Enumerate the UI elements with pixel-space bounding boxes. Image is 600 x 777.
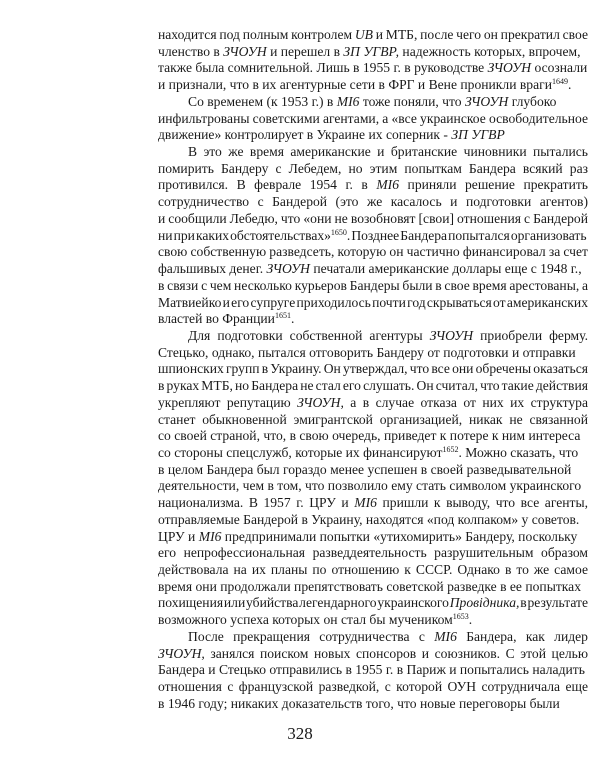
text-line [158, 310, 588, 327]
italic-text: ЗЧОУН [266, 261, 310, 277]
text-line-content [158, 545, 588, 560]
italic-text: UB [354, 27, 373, 42]
text-run: Со временем (к 1953 г.) в [188, 93, 337, 109]
text-line [158, 578, 588, 595]
text-run: После прекращения сотрудничества с [188, 628, 435, 644]
italic-text: ЗЧОУН, [158, 645, 205, 661]
text-line [158, 76, 588, 93]
text-line [158, 227, 588, 244]
text-line [158, 427, 588, 444]
text-run: В это же время американские и британские чиновники пытались [188, 144, 588, 160]
text-line [158, 294, 588, 311]
text-run: надежность которых, впрочем, [399, 43, 581, 59]
text-line [158, 411, 588, 428]
text-line [158, 394, 588, 411]
text-run: Матвиейко и его супруге приходилось почти год скрываться от американских [158, 294, 588, 310]
text-run: властей во Франции [158, 311, 275, 327]
text-line [158, 360, 588, 377]
text-line [158, 561, 588, 578]
text-run: приобрели ферму. [473, 327, 588, 343]
text-line-content [158, 462, 571, 477]
text-line [158, 461, 588, 478]
footnote-ref: 1649 [551, 77, 568, 87]
italic-text: Провідника, [449, 595, 520, 611]
text-run: в результате [519, 595, 588, 611]
text-run: членство в [158, 43, 224, 59]
text-run: глубоко [508, 93, 557, 109]
italic-text: MI6 [434, 628, 457, 644]
text-line-content [158, 127, 505, 142]
text-run: действовала на их планы по отношению к СССР. Однако в то же самое [158, 562, 588, 578]
italic-text: ЗЧОУН [464, 93, 509, 109]
italic-text: MI6 [376, 177, 400, 193]
text-line [158, 511, 588, 528]
italic-text: ЗП УГВР [451, 127, 505, 143]
text-line-content [158, 60, 587, 75]
text-run: шпионских групп в Украину. Он утверждал, что все они обречены оказаться [158, 361, 588, 377]
text-line-content [158, 478, 581, 493]
text-line [158, 176, 588, 193]
text-run: приняли решение прекратить [399, 177, 588, 193]
text-line [158, 444, 588, 461]
text-line [158, 277, 588, 294]
text-run: занялся поиском новых спонсоров и союзников. С этой целью [204, 645, 588, 661]
text-run: . Можно сказать, что [458, 445, 579, 460]
text-run: и МТБ, после чего он прекратил свое [372, 27, 588, 42]
text-line [158, 594, 588, 611]
text-line-content [158, 595, 588, 610]
text-line-content [158, 161, 588, 176]
text-run: время они продолжали препятствовать советской разведке в ее попытках [158, 578, 582, 594]
footnote-ref: 1651 [274, 311, 291, 321]
text-run: его непрофессиональная разведдеятельность разрушительным образом [158, 545, 588, 561]
text-line-content [158, 311, 294, 326]
italic-text: ЗП УГВР, [343, 43, 400, 59]
text-line-content [158, 412, 588, 427]
text-run: со своей страной, что, в свою очередь, приведет к потере к ним интереса [158, 428, 581, 444]
italic-text: ЗЧОУН, [297, 394, 344, 410]
text-line [188, 93, 588, 110]
text-line-content [158, 194, 588, 209]
text-run: ЦРУ и [158, 528, 199, 544]
footnote-ref: 1653 [452, 612, 469, 622]
text-line-content [158, 27, 588, 42]
text-run: похищения или убийства легендарного украинского [158, 595, 450, 611]
text-run: и сообщили Лебедю, что «они не возобновят [свои] отношения с Бандерой [158, 210, 588, 226]
text-line [158, 377, 588, 394]
text-run: и признали, что в их агентурные сети в ФРГ и Вене проникли враги [158, 77, 552, 93]
text-line [188, 327, 588, 344]
text-line-content [158, 211, 588, 226]
text-line-content [158, 278, 588, 293]
text-run: ни при каких обстоятельствах» [158, 227, 331, 243]
text-line-content [158, 579, 581, 594]
text-line-content [158, 562, 588, 577]
text-line-content [158, 612, 472, 627]
text-line-content [158, 228, 587, 243]
text-line-content [158, 111, 588, 126]
text-run: свою собственную разведсеть, которую он частично финансировал за счет [158, 244, 588, 260]
italic-text: MI6 [336, 93, 360, 109]
text-line [158, 59, 588, 76]
text-run: укрепляют репутацию [158, 394, 298, 410]
italic-text: ЗЧОУН [487, 60, 532, 76]
text-line-content [158, 512, 579, 527]
text-run: а в случае отказа от них их структура [343, 394, 588, 410]
text-line-content [158, 261, 582, 276]
text-run: помирить Бандеру с Лебедем, но этим попыткам Бандера всякий раз [158, 160, 588, 176]
text-line-content [158, 395, 588, 410]
text-run: также была сомнительной. Лишь в 1955 г. в руководстве [158, 60, 488, 76]
italic-text: MI6 [354, 495, 377, 511]
text-line [188, 628, 588, 645]
footnote-ref: 1650 [330, 227, 347, 237]
text-run: предпринимали попытки «утихомирить» Бандеру, поскольку [221, 528, 578, 544]
footnote-ref: 1652 [442, 445, 459, 454]
text-run: . [468, 612, 473, 628]
text-line [158, 126, 588, 143]
text-line [158, 43, 588, 60]
text-run: национализма. В 1957 г. ЦРУ и [158, 495, 355, 511]
text-line [158, 695, 588, 712]
text-line [158, 260, 588, 277]
text-line [158, 645, 588, 662]
text-run: находится под полным контролем [158, 27, 355, 42]
text-line [158, 210, 588, 227]
text-line [188, 143, 588, 160]
text-line-content [158, 428, 580, 443]
text-line-content [158, 295, 588, 310]
text-line-content [158, 177, 588, 192]
text-run: Для подготовки собственной агентуры [188, 327, 430, 343]
text-run: пришли к выводу, что все агенты, [376, 495, 588, 511]
text-line-content [158, 445, 578, 460]
text-run: станет обыкновенной эмигрантской организацией, никак не связанной [158, 411, 588, 427]
text-line-content [158, 679, 588, 694]
text-line [158, 344, 588, 361]
text-run: инфильтрованы советскими агентами, а «все украинское освободительное [158, 110, 588, 126]
text-run: . [567, 77, 572, 93]
text-run: фальшивых денег. [158, 261, 267, 277]
page-number: 328 [287, 724, 313, 743]
text-run: движение» контролирует в Украине их соперник - [158, 127, 452, 143]
text-run: и перешел в [266, 43, 344, 59]
text-line-content [188, 328, 588, 343]
text-run: деятельности, чем в том, что позволило ему стать символом украинского [158, 478, 582, 494]
text-line-content [188, 94, 556, 109]
text-line-content [158, 378, 588, 393]
italic-text: MI6 [198, 528, 222, 544]
text-run: отношения с французской разведкой, с которой ОУН сотрудничала еще [158, 679, 588, 695]
text-line [158, 477, 588, 494]
text-line-content [158, 662, 585, 677]
text-run: в 1946 году; никаких доказательств того, что новые переговоры были [158, 695, 560, 711]
text-line [158, 661, 588, 678]
text-run: Стецько, однако, пытался отговорить Бандеру от подготовки и отправки [158, 344, 576, 360]
text-run: печатали американские доллары еще с 1948 г., [309, 261, 582, 277]
text-line-content [158, 361, 588, 376]
text-line-content [158, 646, 588, 661]
text-line [158, 110, 588, 127]
text-run: . [290, 311, 295, 327]
text-line [158, 160, 588, 177]
text-run: Бандера, как лидер [456, 628, 588, 644]
text-run: отправляемые Бандерой в Украину, находятся «под колпаком» у советов. [158, 511, 580, 527]
text-run: в целом Бандера был гораздо менее успешен в своей разведывательной [158, 461, 572, 477]
text-line [158, 678, 588, 695]
text-line [158, 26, 588, 43]
text-line-content [158, 44, 580, 59]
italic-text: ЗЧОУН [223, 43, 267, 59]
text-line [158, 243, 588, 260]
text-line-content [158, 529, 577, 544]
text-line [158, 611, 588, 628]
text-line-content [158, 244, 588, 259]
text-run: тоже поняли, что [359, 93, 465, 109]
text-run: Бандера и Стецько отправились в 1955 г. в Париж и попытались наладить [158, 662, 585, 678]
text-run: в связи с чем несколько курьеров Бандеры были в свое время арестованы, а [158, 277, 588, 293]
text-line [158, 193, 588, 210]
text-run: . Позднее Бандера попытался организовать [346, 227, 587, 243]
text-run: осознали [531, 60, 588, 76]
text-run: в руках МТБ, но Бандера не стал его слушать. Он считал, что такие действия [158, 378, 588, 394]
text-line [158, 494, 588, 511]
text-line-content [188, 629, 588, 644]
text-line [158, 544, 588, 561]
text-line-content [158, 345, 576, 360]
text-line-content [158, 495, 588, 510]
text-run: сотрудничество с Бандерой (это же касалось и подготовки агентов) [158, 194, 588, 210]
text-line [158, 528, 588, 545]
italic-text: ЗЧОУН [429, 327, 474, 343]
text-line-content [188, 144, 588, 159]
text-run: со стороны спецслужб, которые их финансируют [158, 445, 443, 460]
text-run: противился. В феврале 1954 г. в [158, 177, 377, 193]
text-line-content [158, 77, 571, 92]
text-run: возможного успеха которых он стал бы мучеником [158, 612, 453, 628]
text-line-content [158, 696, 560, 711]
